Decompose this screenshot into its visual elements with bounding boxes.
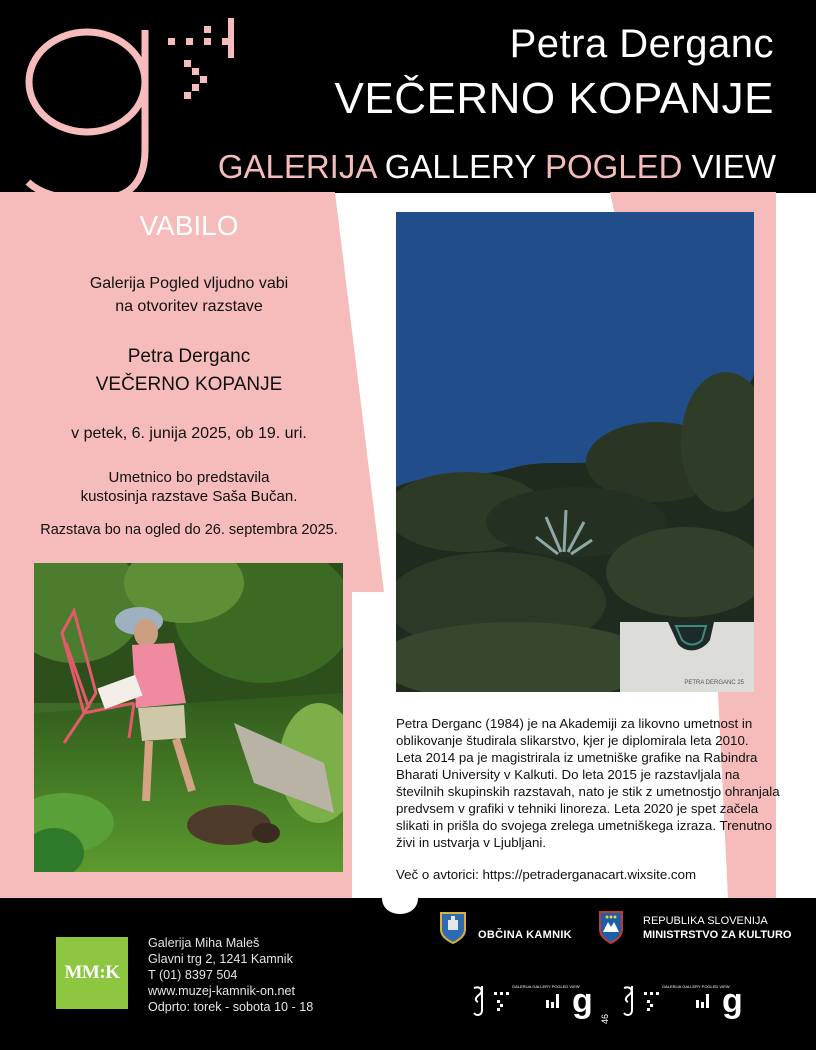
mmk-logo: MM:K (56, 937, 128, 1009)
bio-line: Petra Derganc (1984) je na Akademiji za likovno umetnost in (396, 716, 753, 731)
mini-logo-caption: GALERIJA GALLERY POGLED VIEW (512, 984, 580, 989)
invitation-artist: Petra Derganc (127, 346, 251, 367)
gallery-word-view: VIEW (691, 148, 776, 185)
footer-address-line: Glavni trg 2, 1241 Kamnik (148, 952, 293, 966)
invitation-exhibition (30, 343, 348, 399)
header-exhibition-title: VEČERNO KOPANJE (334, 74, 774, 123)
partner-obcina-kamnik: OBČINA KAMNIK (478, 929, 572, 941)
artist-bio (396, 715, 796, 851)
invitation-heading: VABILO (139, 210, 239, 241)
footer-address (148, 935, 313, 1015)
header-gallery-name (218, 148, 776, 186)
gallery-series-logos (464, 980, 764, 1026)
partner-ministry (643, 914, 792, 942)
bold-g-logo: g (572, 982, 593, 1020)
kamnik-coat-of-arms-icon (438, 910, 468, 944)
bio-line: Bharati University v Kalkuti. Do leta 2015 je razstavljala na (396, 767, 740, 782)
invitation-curator-line: kustosinja razstave Saša Bučan. (80, 488, 298, 505)
gallery-word-galerija: GALERIJA (217, 148, 376, 185)
gallery-word-gallery: GALLERY (384, 148, 536, 185)
issue-number: 46 (600, 1013, 610, 1024)
bold-g-logo: g (722, 982, 743, 1020)
invitation-duration: Razstava bo na ogled do 26. septembra 2025. (40, 522, 338, 538)
gallery-word-pogled: POGLED (544, 148, 683, 185)
mini-logo-caption: GALERIJA GALLERY POGLED VIEW (662, 984, 730, 989)
artist-website[interactable]: Več o avtorici: https://petraderganacart.wixsite.com (396, 867, 697, 882)
partner-ministry-line-bold: MINISTRSTVO ZA KULTURO (643, 929, 792, 941)
header-artist-name: Petra Derganc (509, 22, 774, 66)
footer-notch (380, 884, 420, 914)
footer-address-line[interactable]: www.muzej-kamnik-on.net (148, 984, 295, 998)
invitation-title: VEČERNO KOPANJE (95, 374, 283, 395)
artist-photo (34, 563, 343, 872)
invitation-date: v petek, 6. junija 2025, ob 19. uri. (71, 425, 307, 442)
footer-hours: Odprto: torek - sobota 10 - 18 (148, 1000, 314, 1014)
invitation-curator-line: Umetnico bo predstavila (108, 469, 270, 486)
invitation-intro (30, 272, 348, 318)
bio-line: Leta 2014 pa je magistrirala iz umetniške grafike na Rabindra (396, 750, 758, 765)
partner-ministry-line: REPUBLIKA SLOVENIJA (643, 915, 768, 927)
painting-signature: PETRA DERGANC 25 (684, 680, 744, 686)
bio-line: slikati in prišla do svojega zrelega umetniškega izraza. Trenutno (396, 818, 773, 833)
painting-image (396, 212, 754, 692)
footer-address-line: Galerija Miha Maleš (148, 936, 260, 950)
bio-line: oblikovanje študirala slikarstvo, kjer je diplomirala leta 2010. (396, 733, 749, 748)
invitation-intro-line: Galerija Pogled vljudno vabi (89, 275, 289, 292)
footer-address-line: T (01) 8397 504 (148, 968, 238, 982)
bio-line: predvsem v grafiki v tehniki linoreza. Leta 2020 je spet začela (396, 801, 759, 816)
invitation-intro-line: na otvoritev razstave (115, 298, 263, 315)
bio-line: številnih skupinskih razstavah, nato je stik z umetnostjo ohranjala (396, 784, 780, 799)
invitation-curator (30, 468, 348, 506)
slovenia-coat-of-arms-icon (598, 910, 624, 944)
bio-line: živi in ustvarja v Ljubljani. (396, 835, 547, 850)
